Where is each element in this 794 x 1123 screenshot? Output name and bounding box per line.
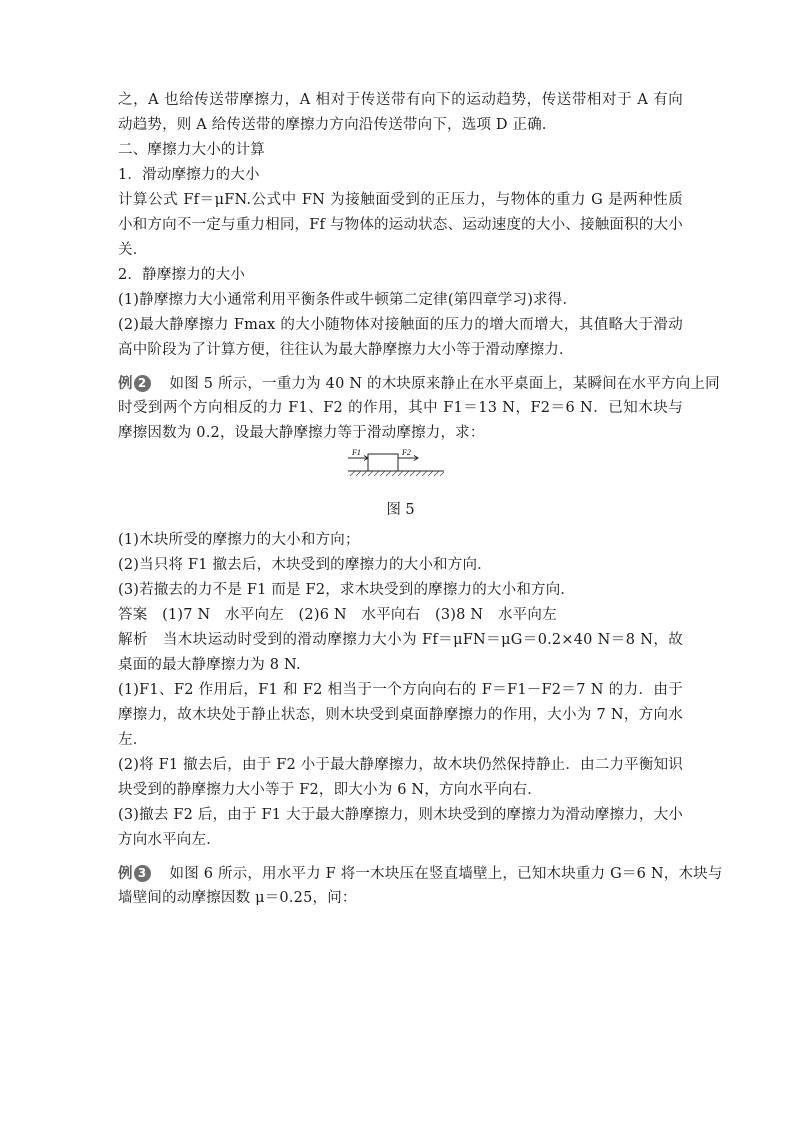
- figure-caption: 图 5: [386, 502, 415, 518]
- example-label: 例: [118, 865, 133, 882]
- analysis-line: 摩擦力，故木块处于静止状态，则木块受到桌面静摩擦力的作用，大小为 7 N，方向水: [118, 707, 683, 723]
- text-line: 关．: [118, 242, 148, 258]
- text-line: 之，A 也给传送带摩擦力，A 相对于传送带有向下的运动趋势，传送带相对于 A 有向: [118, 92, 683, 108]
- force-f2-label: F2: [402, 448, 411, 457]
- document-page: [118, 88, 723, 911]
- analysis-line: 解析 当木块运动时受到的滑动摩擦力大小为 Ff＝μFN＝μG＝0.2×40 N＝8 N，故: [118, 632, 683, 648]
- question-line: (3)若撤去的力不是 F1 而是 F2，求木块受到的摩擦力的大小和方向．: [118, 582, 576, 598]
- analysis-line: (2)将 F1 撤去后，由于 F2 小于最大静摩擦力，故木块仍然保持静止．由二力平衡知识: [118, 757, 683, 773]
- subsection-heading: 1．滑动摩擦力的大小: [118, 167, 260, 183]
- example-badge: [118, 371, 151, 396]
- example-number-icon: 2: [134, 375, 151, 392]
- text-line: 如图 6 所示，用水平力 F 将一木块压在竖直墙壁上，已知木块重力 G＝6 N，木块与: [169, 866, 723, 882]
- text-line: 时受到两个方向相反的力 F1、F2 的作用，其中 F1＝13 N，F2＝6 N．已知木块与: [118, 400, 683, 416]
- force-f1-label: F1: [352, 448, 361, 457]
- section-heading: 二、摩擦力大小的计算: [118, 142, 265, 158]
- analysis-line: (1)F1、F2 作用后，F1 和 F2 相当于一个方向向右的 F＝F1－F2＝7 N 的力．由于: [118, 682, 683, 698]
- analysis-line: 桌面的最大静摩擦力为 8 N.: [118, 657, 301, 673]
- answer-line: 答案 (1)7 N 水平向左 (2)6 N 水平向右 (3)8 N 水平向左: [118, 607, 557, 623]
- surface-hatching: [350, 471, 444, 476]
- example-label: 例: [118, 375, 133, 392]
- text-line: 摩擦因数为 0.2，设最大静摩擦力等于滑动摩擦力，求：: [118, 425, 485, 441]
- question-line: (2)当只将 F1 撤去后，木块受到的摩擦力的大小和方向．: [118, 557, 492, 573]
- text-line: 动趋势，则 A 给传送带的摩擦力方向沿传送带向下，选项 D 正确．: [118, 117, 557, 133]
- block: [368, 454, 398, 471]
- analysis-line: (3)撤去 F2 后，由于 F1 大于最大静摩擦力，则木块受到的摩擦力为滑动摩擦力，大小: [118, 807, 683, 823]
- example-number-icon: 3: [134, 865, 151, 882]
- text-line: (2)最大静摩擦力 Fmax 的大小随物体对接触面的压力的增大而增大，其值略大于滑动: [118, 317, 683, 333]
- block-on-surface-diagram: [346, 446, 446, 486]
- analysis-line: 左．: [118, 732, 148, 748]
- question-line: (1)木块所受的摩擦力的大小和方向；: [118, 532, 360, 548]
- subsection-heading: 2．静摩擦力的大小: [118, 267, 246, 283]
- text-line: 小和方向不一定与重力相同，Ff 与物体的运动状态、运动速度的大小、接触面积的大小: [118, 217, 683, 233]
- example-3-first-line: [118, 861, 723, 886]
- text-line: (1)静摩擦力大小通常利用平衡条件或牛顿第二定律(第四章学习)求得．: [118, 292, 578, 308]
- example-badge: [118, 861, 151, 886]
- analysis-line: 方向水平向左．: [118, 832, 221, 848]
- text-line: 如图 5 所示，一重力为 40 N 的木块原来静止在水平桌面上，某瞬间在水平方向上同: [169, 376, 720, 392]
- figure-5: [118, 446, 683, 492]
- example-2-first-line: [118, 371, 720, 396]
- text-line: 计算公式 Ff＝μFN.公式中 FN 为接触面受到的正压力，与物体的重力 G 是两种性质: [118, 192, 683, 208]
- text-line: 墙壁间的动摩擦因数 μ＝0.25，问：: [118, 890, 357, 906]
- text-line: 高中阶段为了计算方便，往往认为最大静摩擦力大小等于滑动摩擦力．: [118, 342, 574, 358]
- analysis-line: 块受到的静摩擦力大小等于 F2，即大小为 6 N，方向水平向右．: [118, 782, 542, 798]
